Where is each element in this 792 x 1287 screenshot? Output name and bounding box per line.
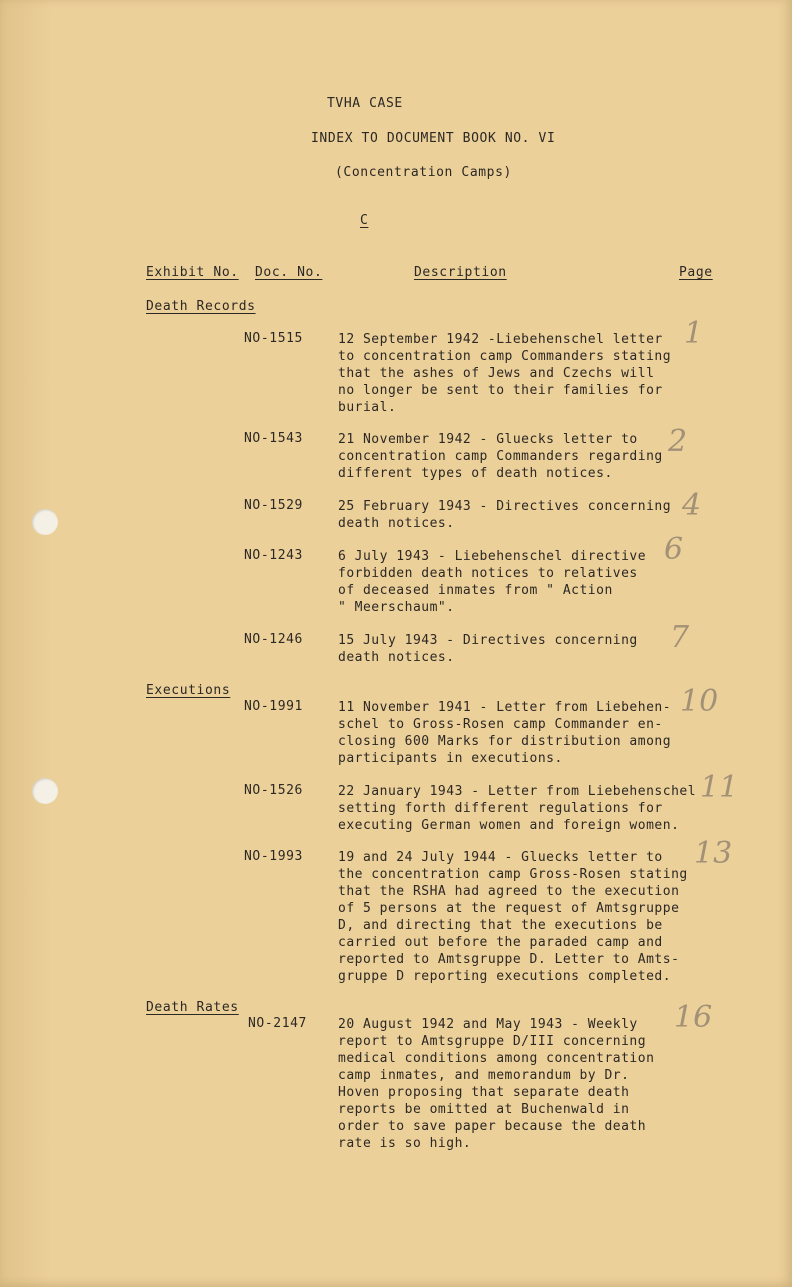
- entry-description: [338, 699, 671, 767]
- description-line: forbidden death notices to relatives: [338, 566, 638, 581]
- column-header-doc: Doc. No.: [255, 265, 323, 280]
- description-line: reports be omitted at Buchenwald in: [338, 1102, 630, 1117]
- description-line: death notices.: [338, 650, 455, 665]
- description-line: schel to Gross-Rosen camp Commander en-: [338, 717, 663, 732]
- description-line: that the RSHA had agreed to the execution: [338, 884, 680, 899]
- doc-number: NO-1543: [244, 431, 303, 446]
- entry-description: [338, 431, 663, 482]
- description-line: 22 January 1943 - Letter from Liebehenschel: [338, 784, 697, 799]
- doc-number: NO-1993: [244, 849, 303, 864]
- description-line: of deceased inmates from " Action: [338, 583, 613, 598]
- description-line: Hoven proposing that separate death: [338, 1085, 630, 1100]
- doc-number: NO-1991: [244, 699, 303, 714]
- description-line: D, and directing that the executions be: [338, 918, 663, 933]
- description-line: closing 600 Marks for distribution among: [338, 734, 672, 749]
- section-letter: C: [360, 213, 369, 228]
- doc-number: NO-1515: [244, 331, 303, 346]
- entry-description: [338, 632, 638, 666]
- page-number-handwritten: 13: [694, 836, 733, 871]
- page-number-handwritten: 6: [664, 532, 684, 567]
- page-number-handwritten: 10: [680, 684, 719, 719]
- description-line: rate is so high.: [338, 1136, 472, 1151]
- description-line: of 5 persons at the request of Amtsgruppe: [338, 901, 680, 916]
- description-line: that the ashes of Jews and Czechs will: [338, 366, 655, 381]
- description-line: 25 February 1943 - Directives concerning: [338, 499, 672, 514]
- page-number-handwritten: 16: [674, 1000, 713, 1035]
- doc-number: NO-2147: [248, 1016, 307, 1031]
- description-line: 21 November 1942 - Gluecks letter to: [338, 432, 638, 447]
- description-line: 19 and 24 July 1944 - Gluecks letter to: [338, 850, 663, 865]
- description-line: gruppe D reporting executions completed.: [338, 969, 672, 984]
- description-line: 15 July 1943 - Directives concerning: [338, 633, 638, 648]
- page-fold-shading: [0, 0, 52, 1287]
- entry-description: [338, 849, 688, 985]
- entry-description: [338, 331, 671, 416]
- description-line: 6 July 1943 - Liebehenschel directive: [338, 549, 647, 564]
- doc-number: NO-1246: [244, 632, 303, 647]
- description-line: no longer be sent to their families for: [338, 383, 663, 398]
- column-header-exhibit: Exhibit No.: [146, 265, 239, 280]
- page-number-handwritten: 2: [668, 424, 688, 459]
- column-header-description: Description: [414, 265, 507, 280]
- punch-hole-upper: [32, 509, 58, 535]
- description-line: executing German women and foreign women.: [338, 818, 680, 833]
- description-line: to concentration camp Commanders stating: [338, 349, 672, 364]
- description-line: carried out before the paraded camp and: [338, 935, 663, 950]
- description-line: 12 September 1942 -Liebehenschel letter: [338, 332, 663, 347]
- description-line: report to Amtsgruppe D/III concerning: [338, 1034, 647, 1049]
- entry-description: [338, 498, 671, 532]
- column-header-page: Page: [679, 265, 713, 280]
- case-title: TVHA CASE: [327, 96, 403, 111]
- doc-number: NO-1243: [244, 548, 303, 563]
- page-number-handwritten: 1: [684, 316, 704, 351]
- section-death-rates: Death Rates: [146, 1000, 239, 1015]
- doc-number: NO-1529: [244, 498, 303, 513]
- description-line: 11 November 1941 - Letter from Liebehen-: [338, 700, 672, 715]
- description-line: concentration camp Commanders regarding: [338, 449, 663, 464]
- index-title: INDEX TO DOCUMENT BOOK NO. VI: [311, 131, 556, 146]
- section-executions: Executions: [146, 683, 231, 698]
- description-line: the concentration camp Gross-Rosen stating: [338, 867, 688, 882]
- description-line: " Meerschaum".: [338, 600, 455, 615]
- entry-description: [338, 1016, 654, 1152]
- description-line: death notices.: [338, 516, 455, 531]
- description-line: participants in executions.: [338, 751, 563, 766]
- description-line: setting forth different regulations for: [338, 801, 663, 816]
- description-line: medical conditions among concentration: [338, 1051, 655, 1066]
- description-line: different types of death notices.: [338, 466, 613, 481]
- section-death-records: Death Records: [146, 299, 256, 314]
- description-line: burial.: [338, 400, 397, 415]
- description-line: 20 August 1942 and May 1943 - Weekly: [338, 1017, 638, 1032]
- page-number-handwritten: 7: [670, 620, 690, 655]
- description-line: camp inmates, and memorandum by Dr.: [338, 1068, 630, 1083]
- doc-number: NO-1526: [244, 783, 303, 798]
- entry-description: [338, 548, 646, 616]
- entry-description: [338, 783, 696, 834]
- description-line: order to save paper because the death: [338, 1119, 647, 1134]
- description-line: reported to Amtsgruppe D. Letter to Amts-: [338, 952, 680, 967]
- category-label: (Concentration Camps): [335, 165, 512, 180]
- punch-hole-lower: [32, 778, 58, 804]
- page-number-handwritten: 4: [682, 488, 702, 523]
- page-number-handwritten: 11: [700, 770, 739, 805]
